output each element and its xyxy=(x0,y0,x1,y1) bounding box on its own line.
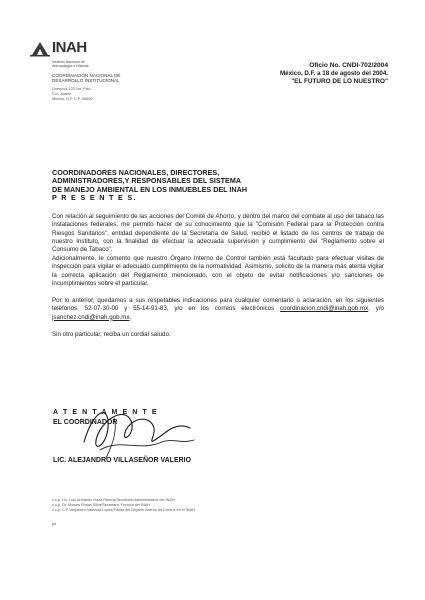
closing-salutation: A T E N T A M E N T E xyxy=(53,409,159,416)
email-link[interactable]: jsanchez.cndi@inah.gob.mx xyxy=(52,313,130,321)
carbon-copy-list: c.c.p. Lic. Luis Armando Haza Remus/Secretario Administrativo del INAH c.c.p. Dr. Moisés Rosas Silva/Secretario Técnico del INAH c.c.p. C.P. Alejandro Valencia López/Titular del Órgano Interno de Control en el INAH xyxy=(52,498,195,513)
paragraph-3: Por lo anterior, quedamos a sus respetables indicaciones para cualquier comentario o aclaración, en los siguientes teléfonos: 52-07-30-00 y 55-14-91-83, y/o en los correos electrónicos coordinacion.cndi@inah.gob.mx, y/o jsanchez.cndi@inah.gob.mx. xyxy=(52,297,384,321)
issuing-unit: COORDINACIÓN NACIONAL DE DESARROLLO INSTITUCIONAL xyxy=(52,73,121,84)
greeting: P R E S E N T E S. xyxy=(52,193,137,203)
closing-line: Sin otro particular, reciba un cordial saludo. xyxy=(52,331,171,338)
office-number: Oficio No. CNDI-702/2004 xyxy=(309,62,388,69)
paragraph-2: Adicionalmente, le comento que nuestro Órgano Interno de Control también está facultado para efectuar visitas de inspección para vigilar el adecuado cumplimiento de la normatividad. Asimismo, solicito de la manera más atenta vigilar la correcta aplicación del Reglamento mencionado, con el objeto de evitar notificaciones y/o sanciones de incumplimientos sobre el particular. xyxy=(52,255,384,287)
sender-address: Liverpool 123 1er. Piso Col. Juárez México, D.F. C.P. 06600 xyxy=(52,87,93,101)
signer-name: LIC. ALEJANDRO VILLASEÑOR VALERIO xyxy=(53,457,192,464)
institute-name: Instituto Nacional de Antropología e Historia xyxy=(52,60,89,69)
addressee-block: COORDINADORES NACIONALES, DIRECTORES, ADMINISTRADORES,Y RESPONSABLES DEL SISTEMA DE MANEJO AMBIENTAL EN LOS INMUEBLES DEL INAH P R E S E N T E S. xyxy=(52,168,248,203)
brand-wordmark: INAH xyxy=(52,39,87,56)
email-link[interactable]: coordinacion.cndi@inah.gob.mx xyxy=(280,305,369,313)
reference-block xyxy=(280,62,388,86)
signer-role: EL COORDINADOR xyxy=(53,418,118,426)
place-date: México, D.F. a 18 de agosto del 2004. xyxy=(280,70,388,77)
typist-initials: jst xyxy=(52,521,56,526)
paragraph-1: Con relación al seguimiento de las acciones del Comité de Ahorro, y dentro del marco del combate al uso del tabaco las instalaciones federales, me permito hacer de su conocimiento que la "Comisión Federal para la Protección contra Riesgos Sanitarios", entidad dependiente de la Secretaría de Salud, recibió el listado de los centros de trabajo de nuestro Instituto, con la finalidad de efectuar la adecuada supervisión y cumplimiento del "Reglamento sobre el Consumo de Tabaco". xyxy=(52,213,384,254)
signature-block xyxy=(53,408,158,427)
motto: "EL FUTURO DE LO NUESTRO" xyxy=(291,78,388,85)
phone-number: 52-07-30-00 xyxy=(84,305,119,313)
phone-number: 55-14-91-83, xyxy=(133,305,169,313)
